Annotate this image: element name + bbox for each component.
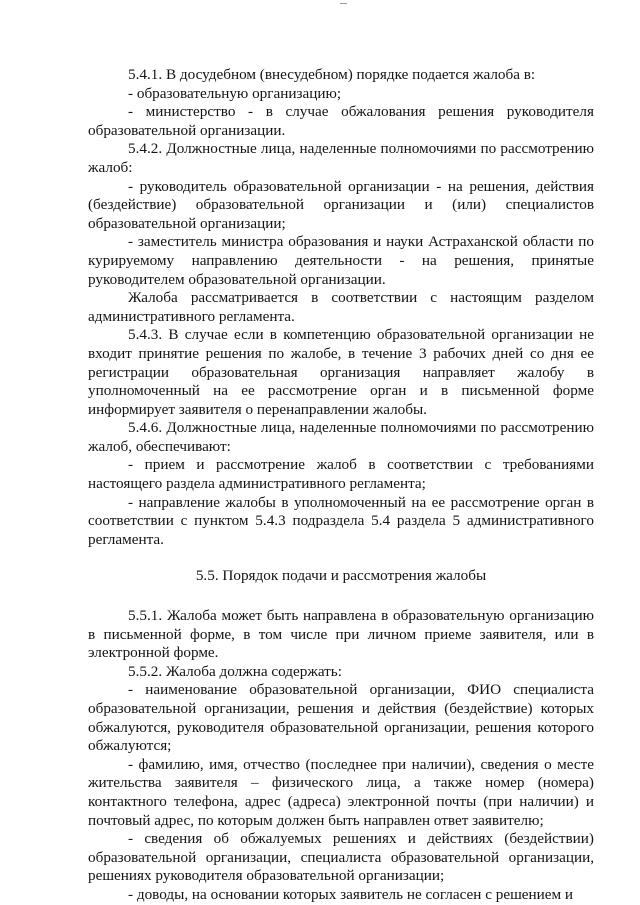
section-heading: 5.5. Порядок подачи и рассмотрения жалобы — [195, 567, 487, 585]
paragraph-5-5-2: 5.5.2. Жалоба должна содержать: — [128, 662, 342, 680]
list-item: - министерство - в случае обжалования решения руководителя образовательной организации. — [88, 103, 594, 139]
document-page — [88, 66, 594, 905]
list-item: - фамилию, имя, отчество (последнее при наличии), сведения о месте жительства заявителя – физического лица, а также номер (номера) контактного телефона, адрес (адреса) электронной почты (при наличии) и почтовый адрес, по которым должен быть направлен ответ заявителю; — [88, 755, 594, 829]
paragraph: Жалоба рассматривается в соответствии с настоящим разделом административного регламента. — [88, 289, 594, 325]
list-item: - сведения об обжалуемых решениях и действиях (бездействии) образовательной организации, специалиста образовательной организации, решениях руководителя образовательной организации; — [88, 830, 594, 885]
list-item: - доводы, на основании которых заявитель не согласен с решением и — [128, 885, 574, 903]
paragraph-5-5-1: 5.5.1. Жалоба может быть направлена в образовательную организацию в письменной форме, в том числе при личном приеме заявителя, или в электронной форме. — [88, 607, 594, 662]
list-item: - прием и рассмотрение жалоб в соответствии с требованиями настоящего раздела административного регламента; — [88, 456, 594, 493]
list-item: - направление жалобы в уполномоченный на ее рассмотрение орган в соответствии с пунктом 5.4.3 подраздела 5.4 раздела 5 административного регламента. — [88, 493, 594, 548]
paragraph-5-4-2: 5.4.2. Должностные лица, наделенные полномочиями по рассмотрению жалоб: — [88, 140, 594, 176]
list-item: - образовательную организацию; — [128, 84, 342, 102]
paragraph-5-4-6: 5.4.6. Должностные лица, наделенные полномочиями по рассмотрению жалоб, обеспечивают: — [88, 419, 594, 455]
paragraph-5-4-3: 5.4.3. В случае если в компетенцию образовательной организации не входит принятие решения по жалобе, в течение 3 рабочих дней со дня ее регистрации образовательная организация направляет жалобу в уполномоченный на ее рассмотрение орган и в письменной форме информирует заявителя о перенаправлении жалобы. — [88, 326, 594, 418]
list-item: - наименование образовательной организации, ФИО специалиста образовательной организации, решения и действия (бездействие) которых обжалуются, руководителя образовательной организации, решения которого обжалуются; — [88, 681, 594, 755]
list-item: - руководитель образовательной организации - на решения, действия (бездействие) образовательной организации и (или) специалистов образовательной организации; — [88, 177, 594, 232]
page-top-mark — [340, 3, 347, 4]
paragraph-5-4-1: 5.4.1. В досудебном (внесудебном) порядке подается жалоба в: — [128, 66, 536, 83]
list-item: - заместитель министра образования и науки Астраханской области по курируемому направлению деятельности - на решения, принятые руководителем образовательной организации. — [88, 233, 594, 288]
